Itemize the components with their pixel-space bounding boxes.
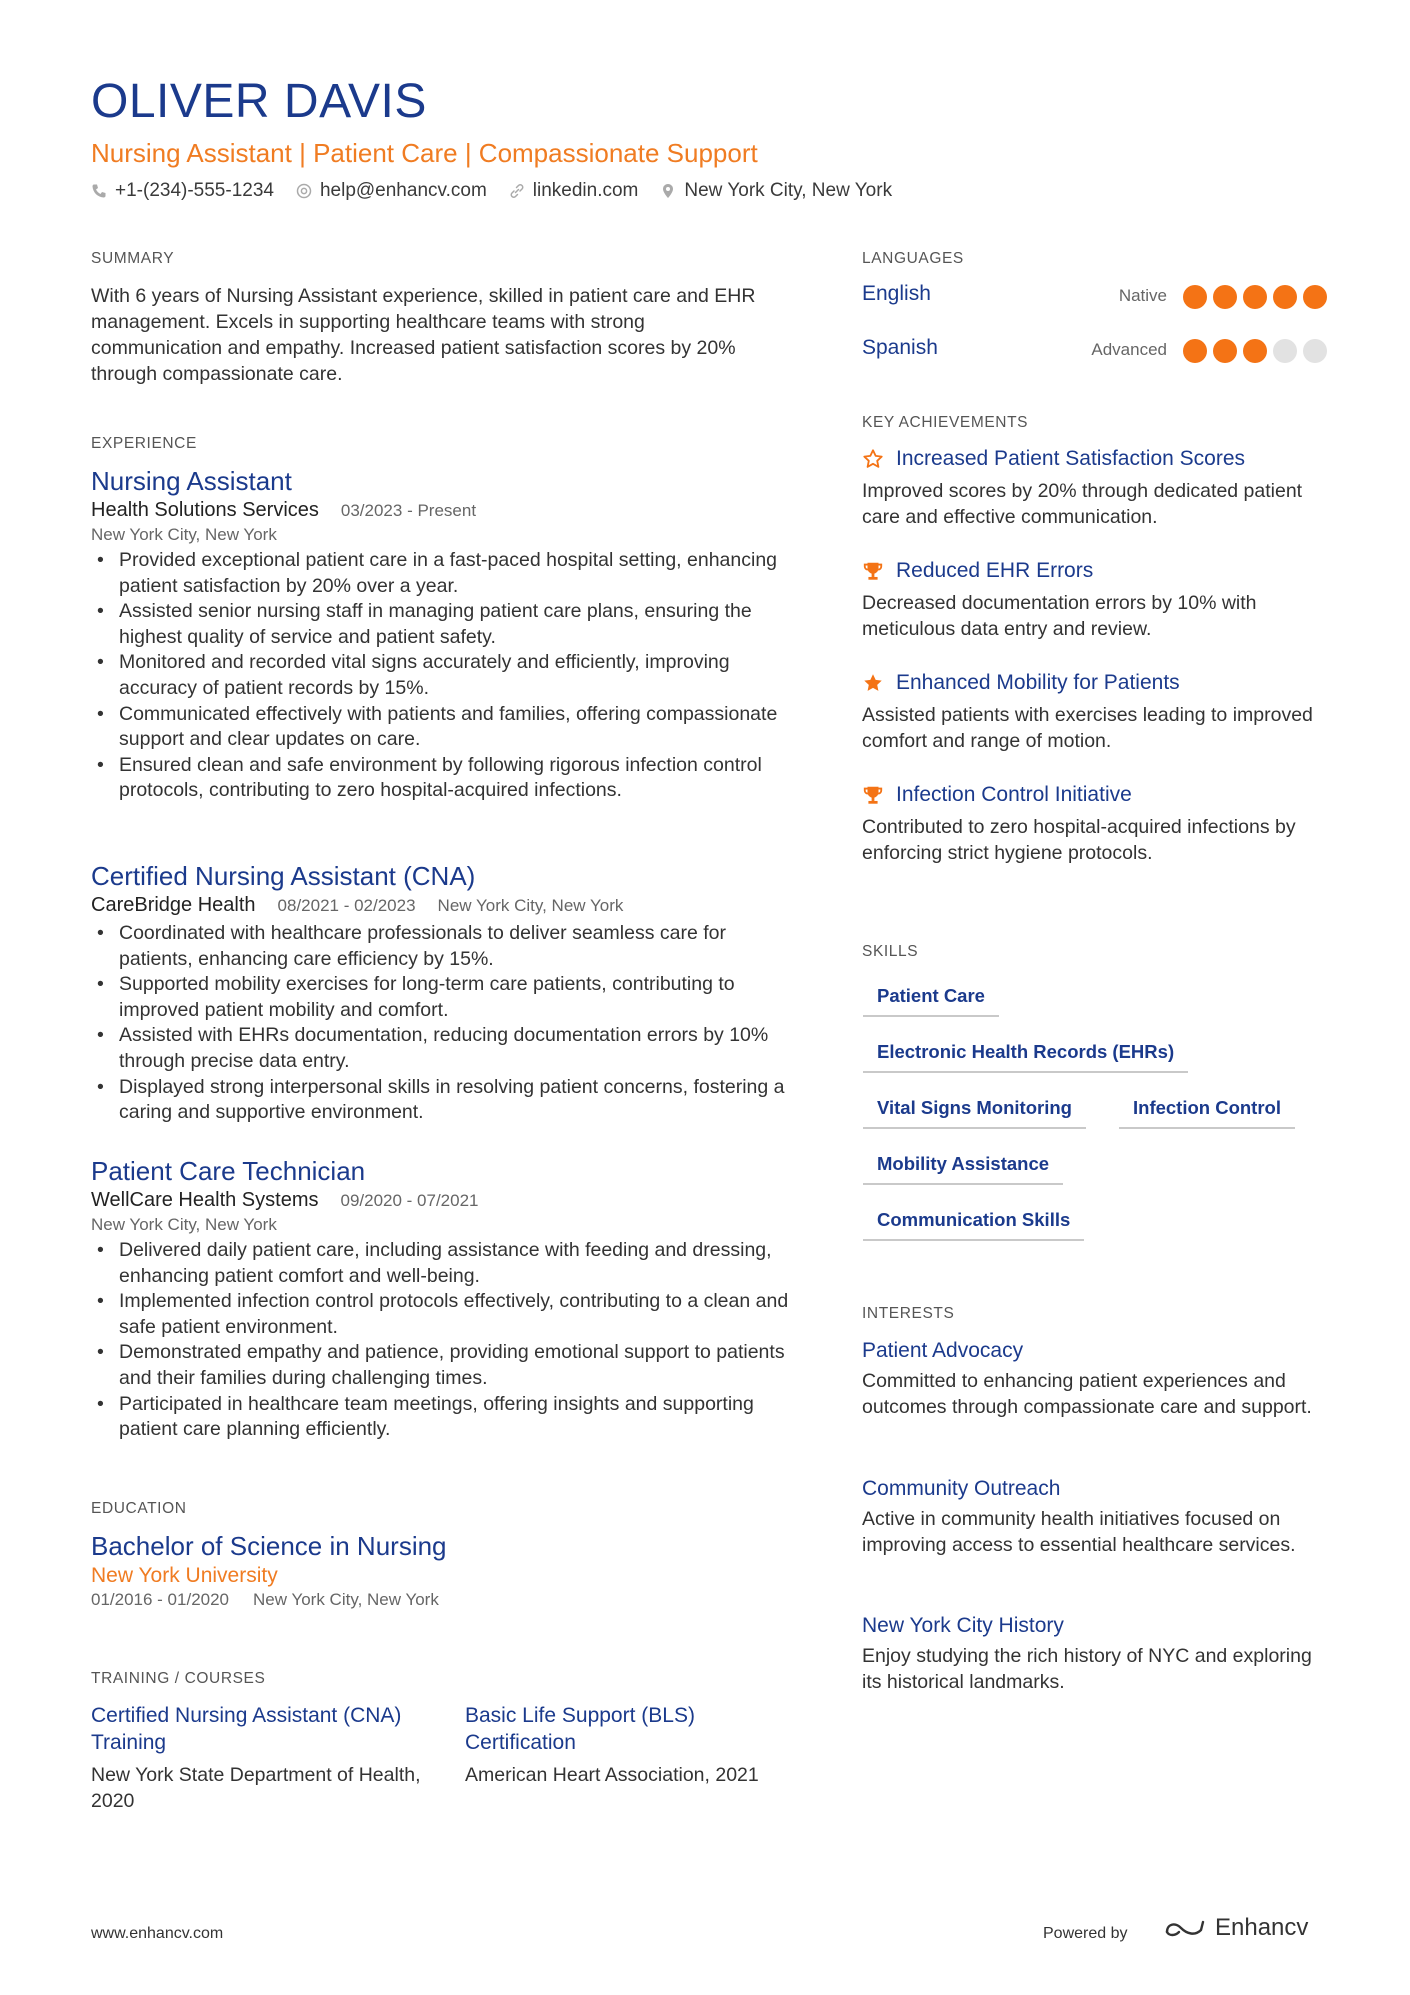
- achievement-item: [862, 557, 1332, 642]
- course-entry: [465, 1702, 795, 1788]
- achievement-title: Reduced EHR Errors: [896, 559, 1094, 582]
- list-item: • Supported mobility exercises for long-term care patients, contributing to improved patient mobility and comfort.: [119, 972, 791, 1023]
- language-name: English: [862, 282, 931, 305]
- rating-dot-filled: [1243, 339, 1267, 363]
- job-location: New York City, New York: [91, 525, 277, 544]
- interests-heading: INTERESTS: [862, 1305, 955, 1322]
- achievement-title: Enhanced Mobility for Patients: [896, 671, 1180, 694]
- skill-tag: Patient Care: [863, 985, 999, 1017]
- footer-url[interactable]: www.enhancv.com: [91, 1925, 224, 1942]
- candidate-tagline: Nursing Assistant | Patient Care | Compassionate Support: [91, 138, 758, 168]
- list-item: • Demonstrated empathy and patience, providing emotional support to patients and their families during challenging times.: [119, 1340, 791, 1391]
- skill-tag: Mobility Assistance: [863, 1153, 1063, 1185]
- job-bullets: [91, 921, 791, 1126]
- candidate-name: OLIVER DAVIS: [91, 75, 427, 128]
- summary-text: With 6 years of Nursing Assistant experience, skilled in patient care and EHR management. Excels in supporting healthcare teams with strong communication and empathy. Increased patient satisfaction scores by 20% through compassionate care.: [91, 285, 756, 385]
- list-item: • Assisted with EHRs documentation, reducing documentation errors by 10% through precise data entry.: [119, 1023, 791, 1074]
- job-dates: 03/2023 - Present: [340, 501, 477, 520]
- job-meta: [91, 892, 791, 919]
- rating-dot-filled: [1213, 285, 1237, 309]
- contact-email[interactable]: [296, 180, 487, 202]
- trophy-icon: [862, 560, 884, 582]
- education-dates: 01/2016 - 01/2020: [91, 1590, 230, 1609]
- link-icon: [509, 183, 525, 199]
- language-level: Advanced: [1091, 340, 1167, 359]
- education-location: New York City, New York: [253, 1590, 439, 1609]
- brand-logo[interactable]: [1163, 1914, 1308, 1942]
- list-item: • Displayed strong interpersonal skills in resolving patient concerns, fostering a caring and supportive environment.: [119, 1075, 791, 1126]
- interest-item: [862, 1475, 1332, 1558]
- achievement-item: [862, 781, 1332, 866]
- interest-title: Community Outreach: [862, 1477, 1061, 1500]
- contact-phone[interactable]: [91, 180, 274, 202]
- phone-number: +1-(234)-555-1234: [115, 180, 274, 201]
- phone-icon: [91, 183, 107, 199]
- achievement-desc: Assisted patients with exercises leading to improved comfort and range of motion.: [862, 704, 1313, 752]
- brand-name: Enhancv: [1215, 1914, 1309, 1941]
- job-title: Certified Nursing Assistant (CNA): [91, 861, 476, 891]
- job-bullets: [91, 1238, 791, 1443]
- list-item: • Coordinated with healthcare professionals to deliver seamless care for patients, enhancing care efficiency by 15%.: [119, 921, 791, 972]
- list-item: • Provided exceptional patient care in a fast-paced hospital setting, enhancing patient satisfaction by 20% over a year.: [119, 548, 791, 599]
- language-row: [862, 282, 1327, 314]
- achievement-desc: Improved scores by 20% through dedicated patient care and effective communication.: [862, 480, 1303, 528]
- skill-tag: Vital Signs Monitoring: [863, 1097, 1086, 1129]
- school-name: New York University: [91, 1564, 278, 1587]
- location-text: New York City, New York: [684, 180, 893, 201]
- language-rating: [1183, 339, 1327, 363]
- interest-title: Patient Advocacy: [862, 1339, 1024, 1362]
- experience-heading: EXPERIENCE: [91, 435, 197, 452]
- experience-entry: [91, 860, 791, 1126]
- education-entry: [91, 1530, 791, 1610]
- job-meta: [91, 1187, 791, 1214]
- education-meta: [91, 1590, 791, 1610]
- company-name: CareBridge Health: [91, 894, 256, 916]
- summary-heading: SUMMARY: [91, 250, 175, 267]
- language-row: [862, 336, 1327, 368]
- location-pin-icon: [660, 183, 676, 199]
- job-dates: 09/2020 - 07/2021: [340, 1191, 479, 1210]
- list-item: • Ensured clean and safe environment by following rigorous infection control protocols, contributing to zero hospital-acquired infections.: [119, 753, 791, 804]
- skills-heading: SKILLS: [862, 943, 919, 960]
- education-heading: EDUCATION: [91, 1500, 187, 1517]
- achievement-item: [862, 669, 1332, 754]
- job-title: Patient Care Technician: [91, 1156, 366, 1186]
- rating-dot-filled: [1303, 285, 1327, 309]
- contact-location: [660, 180, 892, 202]
- star-filled-icon: [862, 672, 884, 694]
- rating-dot-filled: [1273, 285, 1297, 309]
- achievement-title: Infection Control Initiative: [896, 783, 1132, 806]
- linkedin-link: linkedin.com: [532, 180, 639, 201]
- at-sign-icon: [296, 183, 312, 199]
- degree-title: Bachelor of Science in Nursing: [91, 1531, 447, 1561]
- language-rating: [1183, 285, 1327, 309]
- achievement-desc: Contributed to zero hospital-acquired infections by enforcing strict hygiene protocols.: [862, 816, 1296, 864]
- achievement-desc: Decreased documentation errors by 10% with meticulous data entry and review.: [862, 592, 1257, 640]
- rating-dot-filled: [1183, 339, 1207, 363]
- skill-tag: Electronic Health Records (EHRs): [863, 1041, 1188, 1073]
- star-outline-icon: [862, 448, 884, 470]
- list-item: • Assisted senior nursing staff in managing patient care plans, ensuring the highest quality of service and patient safety.: [119, 599, 791, 650]
- interest-item: [862, 1337, 1332, 1420]
- email-address: help@enhancv.com: [319, 180, 487, 201]
- skill-tag: Infection Control: [1119, 1097, 1295, 1129]
- interest-desc: Committed to enhancing patient experiences and outcomes through compassionate care and support.: [862, 1370, 1312, 1418]
- job-dates: 08/2021 - 02/2023: [277, 896, 416, 915]
- course-title: Certified Nursing Assistant (CNA) Training: [91, 1704, 402, 1754]
- contact-linkedin[interactable]: [509, 180, 639, 202]
- job-title: Nursing Assistant: [91, 466, 292, 496]
- achievements-heading: KEY ACHIEVEMENTS: [862, 414, 1029, 431]
- rating-dot-filled: [1243, 285, 1267, 309]
- job-meta: [91, 497, 791, 524]
- interest-desc: Active in community health initiatives focused on improving access to essential healthcare services.: [862, 1508, 1296, 1556]
- course-title: Basic Life Support (BLS) Certification: [465, 1704, 695, 1754]
- infinity-logo-icon: [1163, 1916, 1207, 1940]
- job-location: New York City, New York: [91, 1215, 277, 1234]
- job-location: New York City, New York: [437, 896, 624, 915]
- language-level: Native: [1118, 286, 1167, 305]
- rating-dot-empty: [1273, 339, 1297, 363]
- list-item: • Communicated effectively with patients and families, offering compassionate support and clear updates on care.: [119, 702, 791, 753]
- contact-bar: [91, 180, 892, 202]
- course-provider: New York State Department of Health, 2020: [91, 1764, 421, 1812]
- language-name: Spanish: [862, 336, 938, 359]
- languages-heading: LANGUAGES: [862, 250, 964, 267]
- list-item: • Monitored and recorded vital signs accurately and efficiently, improving accuracy of patient records by 15%.: [119, 650, 791, 701]
- skill-tag: Communication Skills: [863, 1209, 1084, 1241]
- achievement-title: Increased Patient Satisfaction Scores: [896, 447, 1246, 470]
- interest-title: New York City History: [862, 1614, 1064, 1637]
- rating-dot-filled: [1183, 285, 1207, 309]
- rating-dot-empty: [1303, 339, 1327, 363]
- course-entry: [91, 1702, 421, 1814]
- list-item: • Implemented infection control protocols effectively, contributing to a clean and safe patient environment.: [119, 1289, 791, 1340]
- powered-by-label: Powered by: [1043, 1925, 1128, 1942]
- experience-entry: [91, 1155, 791, 1443]
- company-name: Health Solutions Services: [91, 499, 319, 521]
- training-heading: TRAINING / COURSES: [91, 1670, 266, 1687]
- list-item: • Participated in healthcare team meetings, offering insights and supporting patient care planning efficiently.: [119, 1392, 791, 1443]
- achievement-item: [862, 445, 1332, 530]
- interest-desc: Enjoy studying the rich history of NYC and exploring its historical landmarks.: [862, 1645, 1312, 1693]
- interest-item: [862, 1612, 1332, 1695]
- experience-entry: [91, 465, 791, 804]
- trophy-icon: [862, 784, 884, 806]
- list-item: • Delivered daily patient care, including assistance with feeding and dressing, enhancing patient comfort and well-being.: [119, 1238, 791, 1289]
- job-bullets: [91, 548, 791, 804]
- rating-dot-filled: [1213, 339, 1237, 363]
- company-name: WellCare Health Systems: [91, 1189, 319, 1211]
- course-provider: American Heart Association, 2021: [465, 1764, 759, 1786]
